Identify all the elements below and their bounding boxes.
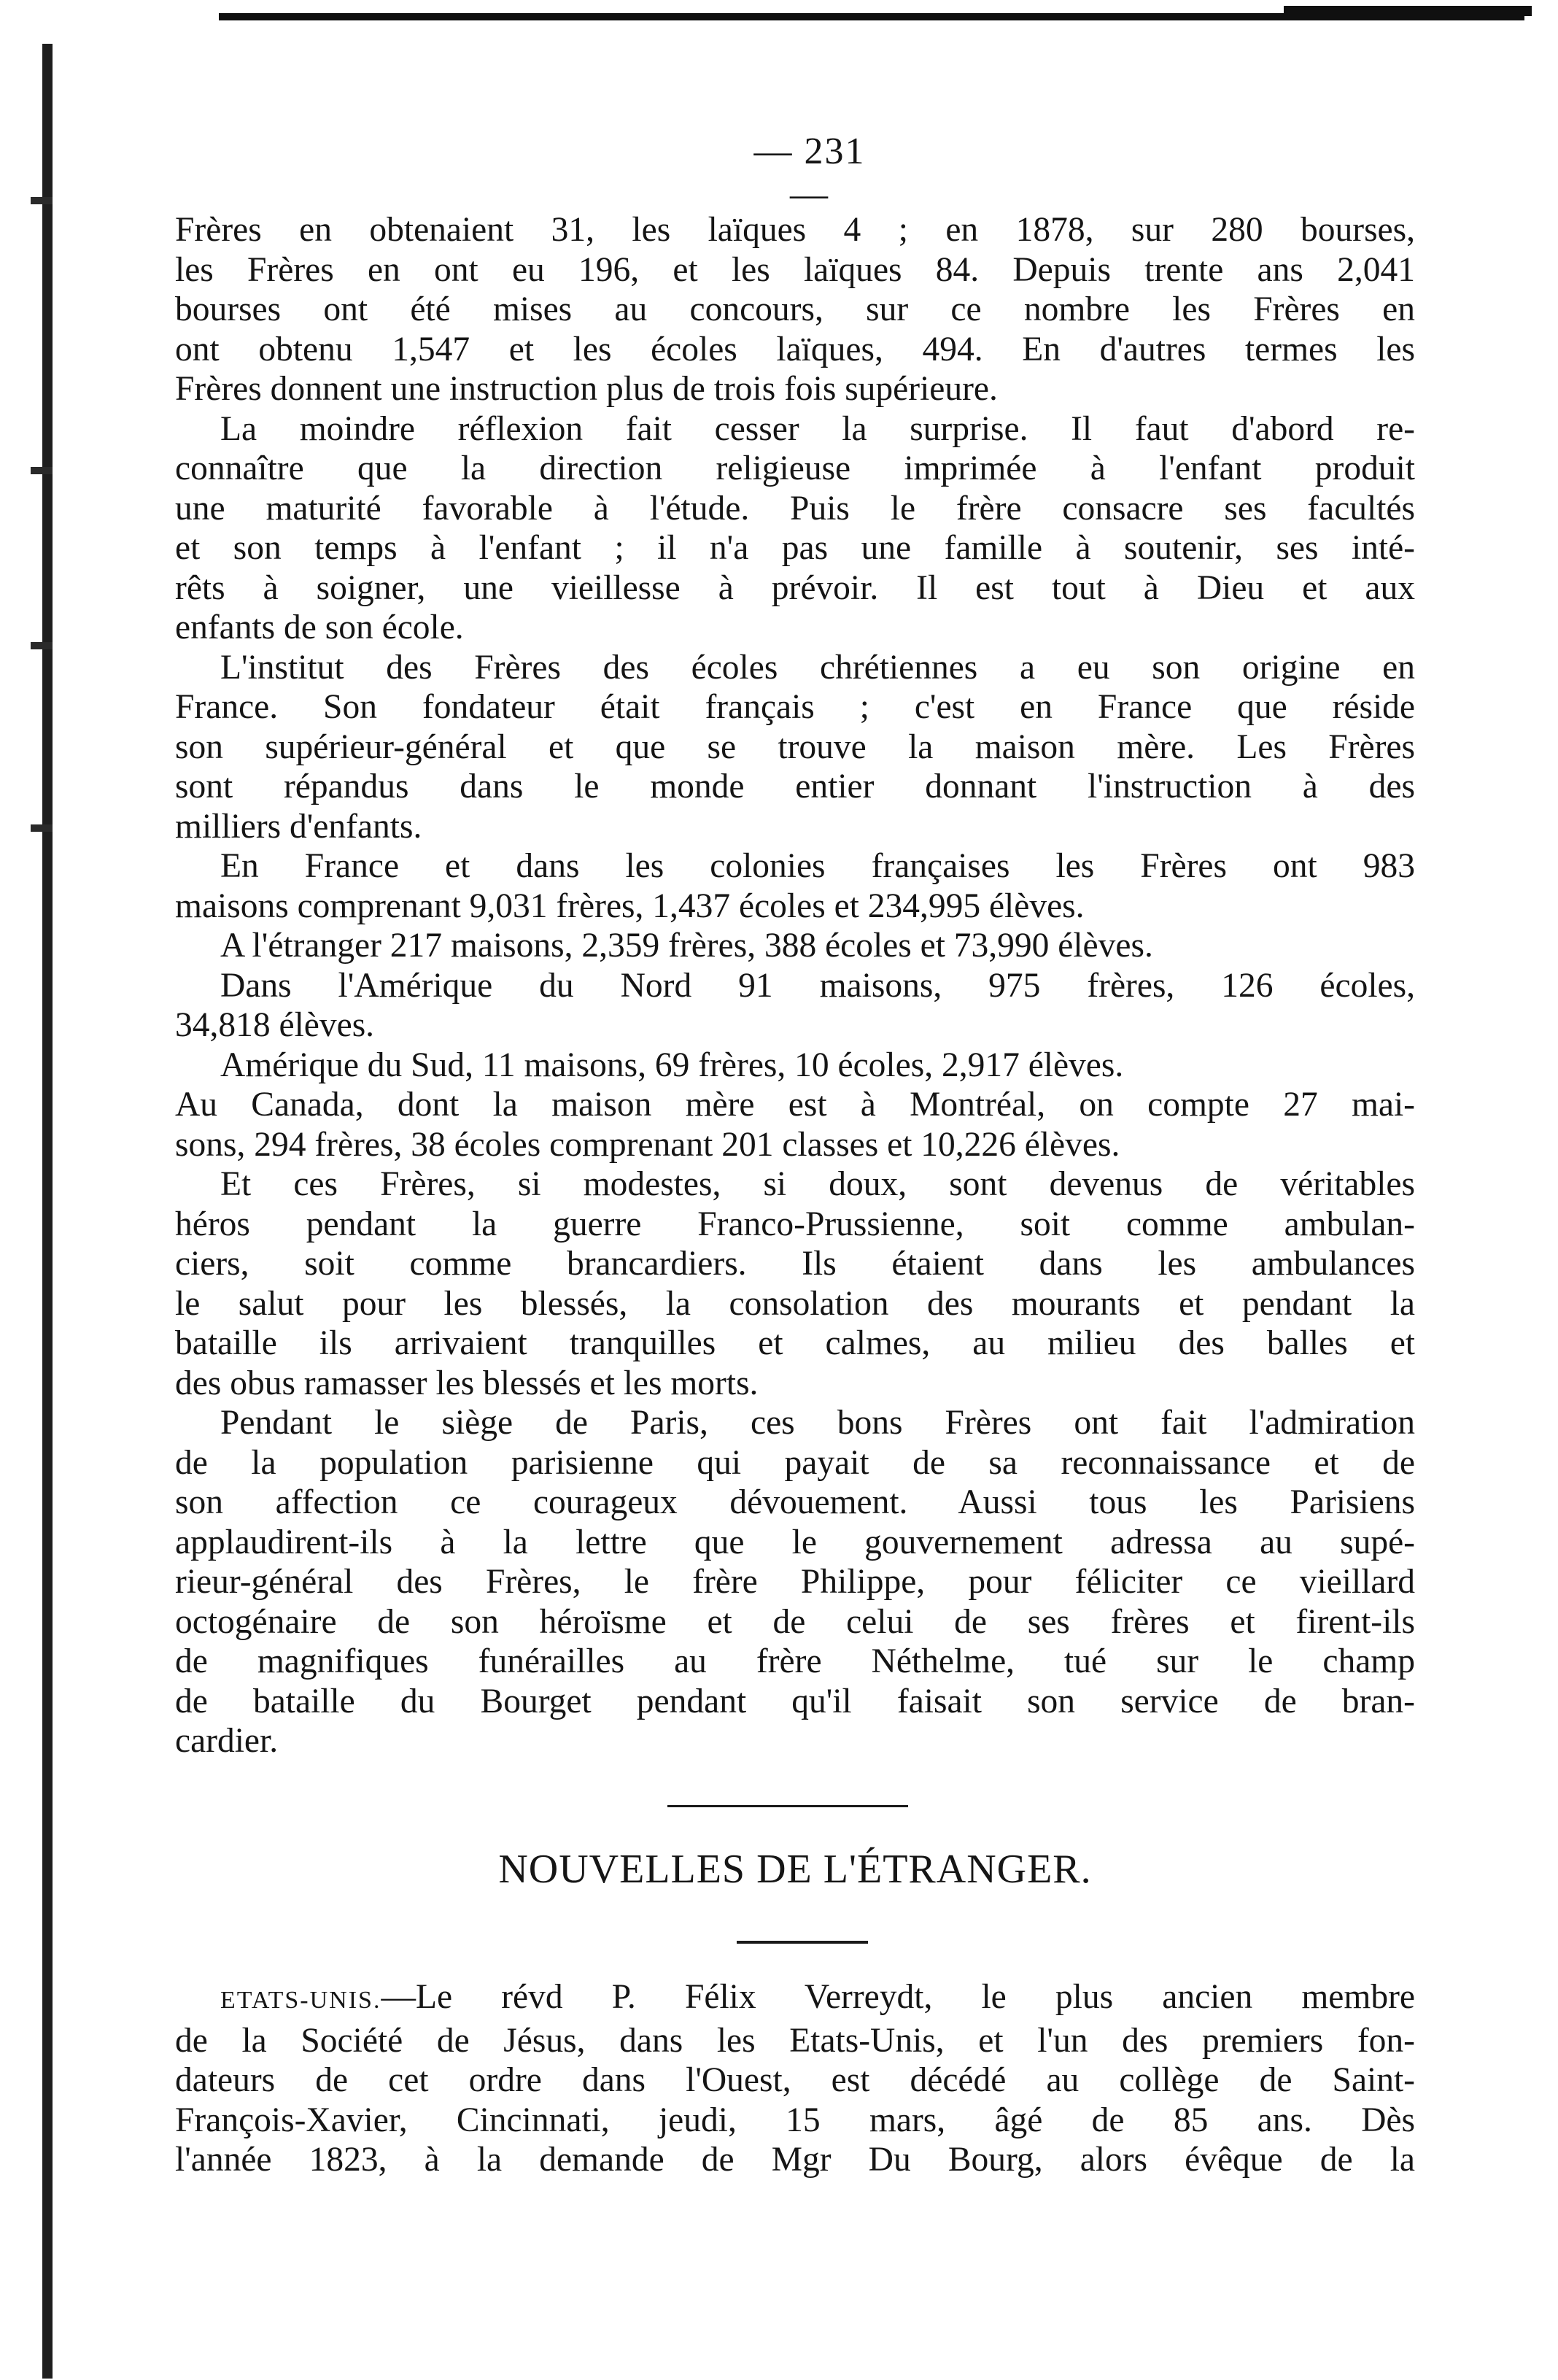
text-line: Pendant le siège de Paris, ces bons Frères ont fait l'admiration (220, 1404, 1415, 1442)
body-text (175, 210, 1415, 1761)
text-line: rêts à soigner, une vieillesse à prévoir. Il est tout à Dieu et aux (175, 568, 1415, 607)
news-line: dateurs de cet ordre dans l'Ouest, est décédé au collège de Saint- (175, 2061, 1415, 2099)
news-line: de la Société de Jésus, dans les Etats-Unis, et l'un des premiers fon- (175, 2021, 1415, 2060)
separator-rule (667, 1805, 908, 1807)
text-line: son affection ce courageux dévouement. Aussi tous les Parisiens (175, 1483, 1415, 1521)
text-line: de la population parisienne qui payait de sa reconnaissance et de (175, 1443, 1415, 1482)
text-line: milliers d'enfants. (175, 807, 422, 846)
text-line: applaudirent-ils à la lettre que le gouvernement adressa au supé- (175, 1523, 1415, 1561)
text-line: octogénaire de son héroïsme et de celui de ses frères et firent-ils (175, 1602, 1415, 1641)
edge-mark (31, 197, 53, 204)
text-line: Au Canada, dont la maison mère est à Montréal, on compte 27 mai- (175, 1086, 1415, 1124)
text-line: connaître que la direction religieuse imprimée à l'enfant produit (175, 449, 1415, 487)
news-line: François-Xavier, Cincinnati, jeudi, 15 mars, âgé de 85 ans. Dès (175, 2101, 1415, 2139)
edge-mark (31, 824, 53, 832)
text-line: En France et dans les colonies françaises les Frères ont 983 (220, 847, 1415, 885)
text-line: A l'étranger 217 maisons, 2,359 frères, 388 écoles et 73,990 élèves. (220, 927, 1153, 965)
separator-rule-short (737, 1941, 868, 1944)
news-line (175, 1977, 1415, 2021)
text-line: le salut pour les blessés, la consolation des mourants et pendant la (175, 1284, 1415, 1323)
text-line: son supérieur-général et que se trouve la maison mère. Les Frères (175, 727, 1415, 766)
text-line: une maturité favorable à l'étude. Puis le frère consacre ses facultés (175, 489, 1415, 528)
text-line: bataille ils arrivaient tranquilles et calmes, au milieu des balles et (175, 1324, 1415, 1362)
text-line: Frères en obtenaient 31, les laïques 4 ; en 1878, sur 280 bourses, (175, 211, 1415, 249)
text-line: héros pendant la guerre Franco-Prussienne, soit comme ambulan- (175, 1205, 1415, 1243)
text-line: bourses ont été mises au concours, sur ce nombre les Frères en (175, 290, 1415, 328)
section-title: NOUVELLES DE L'ÉTRANGER. (498, 1847, 1092, 1892)
top-border-rule-heavy (1284, 6, 1532, 16)
text-line: rieur-général des Frères, le frère Philippe, pour féliciter ce vieillard (175, 1563, 1415, 1601)
text-line: L'institut des Frères des écoles chrétiennes a eu son origine en (220, 648, 1415, 687)
text-line: cardier. (175, 1722, 279, 1760)
text-line: France. Son fondateur était français ; c'est en France que réside (175, 688, 1415, 726)
news-line-text: —Le révd P. Félix Verreydt, le plus ancien membre (381, 1978, 1415, 2016)
text-line: sons, 294 frères, 38 écoles comprenant 201 classes et 10,226 élèves. (175, 1125, 1120, 1164)
text-line: La moindre réflexion fait cesser la surprise. Il faut d'abord re- (220, 409, 1415, 448)
news-label: ETATS-UNIS. (220, 1987, 381, 2014)
text-line: ont obtenu 1,547 et les écoles laïques, 494. En d'autres termes les (175, 330, 1415, 368)
text-line: les Frères en ont eu 196, et les laïques 84. Depuis trente ans 2,041 (175, 250, 1415, 289)
text-line: de magnifiques funérailles au frère Néthelme, tué sur le champ (175, 1642, 1415, 1680)
text-line: Amérique du Sud, 11 maisons, 69 frères, 10 écoles, 2,917 élèves. (220, 1046, 1124, 1084)
text-line: des obus ramasser les blessés et les morts. (175, 1364, 759, 1402)
text-line: Et ces Frères, si modestes, si doux, sont devenus de véritables (220, 1165, 1415, 1203)
news-line: l'année 1823, à la demande de Mgr Du Bourg, alors évêque de la (175, 2141, 1415, 2179)
text-line: sont répandus dans le monde entier donnant l'instruction à des (175, 768, 1415, 805)
edge-mark (31, 642, 53, 649)
news-paragraph (175, 1977, 1415, 2180)
text-line: et son temps à l'enfant ; il n'a pas une famille à soutenir, ses inté- (175, 529, 1415, 567)
text-line: maisons comprenant 9,031 frères, 1,437 écoles et 234,995 élèves. (175, 886, 1085, 925)
text-line: 34,818 élèves. (175, 1006, 375, 1044)
text-line: Frères donnent une instruction plus de trois fois supérieure. (175, 370, 998, 408)
text-line: de bataille du Bourget pendant qu'il faisait son service de bran- (175, 1682, 1415, 1720)
page-left-edge (42, 44, 53, 2379)
text-line: ciers, soit comme brancardiers. Ils étaient dans les ambulances (175, 1245, 1415, 1283)
page-number: — 231 — (753, 131, 866, 215)
edge-mark (31, 467, 53, 474)
text-line: enfants de son école. (175, 608, 464, 646)
text-line: Dans l'Amérique du Nord 91 maisons, 975 frères, 126 écoles, (220, 966, 1415, 1005)
